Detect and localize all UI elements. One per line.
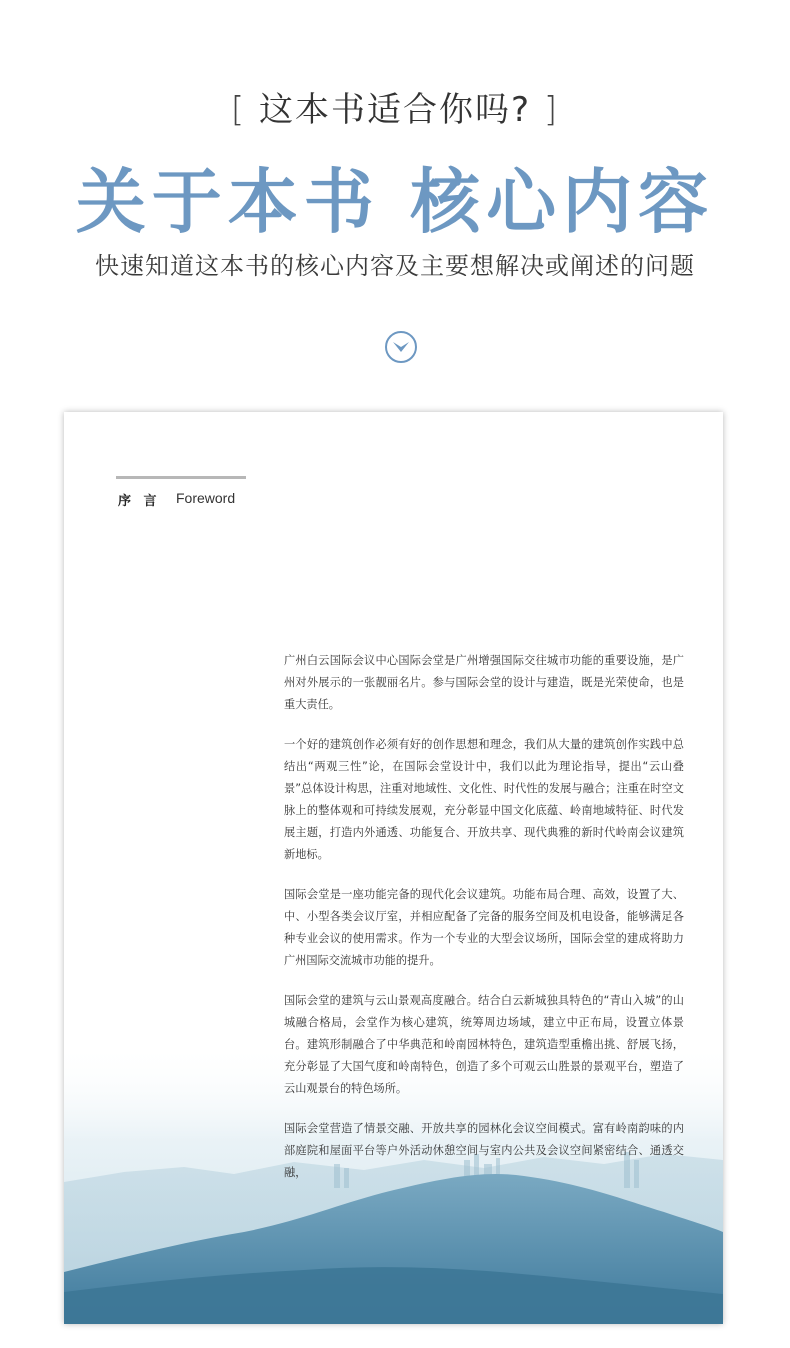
book-page-card (64, 412, 723, 1324)
question-text: 这本书适合你吗? (258, 90, 532, 130)
paragraph: 国际会堂的建筑与云山景观高度融合。结合白云新城独具特色的“青山入城”的山城融合格局，会堂作为核心建筑，统筹周边场域，建立中正布局，设置立体景台。建筑形制融合了中华典范和岭南园林特色，建筑造型重檐出挑、舒展飞扬，充分彰显了大国气度和岭南特色，创造了多个可观云山胜景的景观平台，塑造了云山观景台的特色场所。 (284, 994, 684, 1095)
page-title: 关于本书 核心内容 (75, 160, 715, 243)
foreword-body (284, 650, 684, 1202)
paragraph: 广州白云国际会议中心国际会堂是广州增强国际交往城市功能的重要设施，是广州对外展示的一张靓丽名片。参与国际会堂的设计与建造，既是光荣使命，也是重大责任。 (284, 654, 684, 711)
foreword-rule (116, 476, 246, 479)
foreword-heading-en: Foreword (176, 490, 236, 506)
paragraph: 一个好的建筑创作必须有好的创作思想和理念，我们从大量的建筑创作实践中总结出“两观三性”论，在国际会堂设计中，我们以此为理论指导，提出“云山叠景”总体设计构思，注重对地域性、文化性、时代性的发展与融合；注重在时空文脉上的整体观和可持续发展观，充分彰显中国文化底蕴、岭南地域特征、时代发展主题，打造内外通透、功能复合、开放共享、现代典雅的新时代岭南会议建筑新地标。 (284, 738, 684, 861)
foreword-heading-cn: 序 言 (118, 494, 161, 509)
chevron-down-circle-icon[interactable] (384, 330, 418, 364)
bracket-left: [ (230, 90, 247, 130)
bracket-right: ] (543, 90, 560, 130)
paragraph: 国际会堂营造了情景交融、开放共享的园林化会议空间模式。富有岭南韵味的内部庭院和屋面平台等户外活动休憩空间与室内公共及会议空间紧密结合、通透交融， (284, 1122, 684, 1179)
page-subtitle: 快速知道这本书的核心内容及主要想解决或阐述的问题 (95, 252, 695, 280)
paragraph: 国际会堂是一座功能完备的现代化会议建筑。功能布局合理、高效，设置了大、中、小型各类会议厅室，并相应配备了完备的服务空间及机电设备，能够满足各种专业会议的使用需求。作为一个专业的大型会议场所，国际会堂的建成将助力广州国际交流城市功能的提升。 (284, 888, 684, 967)
header-question (0, 82, 790, 131)
